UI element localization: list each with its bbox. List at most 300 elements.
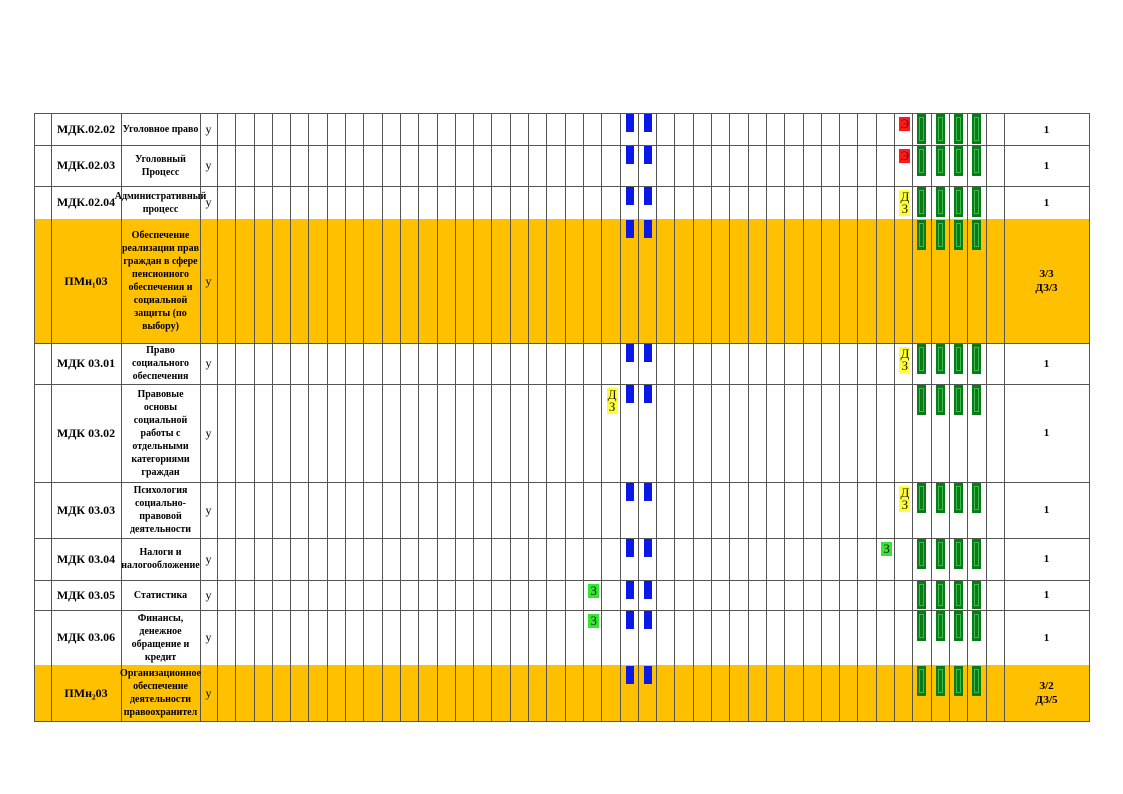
session-bar	[644, 220, 652, 238]
week-cell	[693, 384, 712, 483]
week-cell	[821, 610, 840, 666]
week-cell	[821, 665, 840, 722]
week-cell	[839, 145, 858, 187]
week-cell	[839, 113, 858, 146]
week-cell	[656, 580, 675, 611]
week-cell	[711, 343, 730, 385]
week-cell	[894, 665, 913, 722]
indicator-cell: у	[200, 219, 218, 344]
week-cell	[290, 145, 309, 187]
week-cell	[437, 384, 456, 483]
week-cell	[839, 610, 858, 666]
practice-bar	[972, 611, 981, 641]
week-cell	[675, 384, 694, 483]
practice-bar	[972, 581, 981, 609]
week-cell	[583, 538, 602, 581]
practice-bar	[972, 344, 981, 374]
week-cell	[400, 665, 419, 722]
week-cell	[601, 482, 620, 539]
week-cell	[821, 113, 840, 146]
blank-cell	[34, 219, 52, 344]
practice-bar	[936, 385, 945, 415]
week-cell	[748, 482, 767, 539]
week-cell	[437, 580, 456, 611]
module-name: Обеспечение реализации прав граждан в сфере пенсионного обеспечения и социальной защиты (по выбору)	[121, 219, 201, 344]
indicator-cell: у	[200, 384, 218, 483]
week-cell	[254, 145, 273, 187]
week-cell	[345, 343, 364, 385]
week-cell	[784, 113, 803, 146]
week-cell	[473, 113, 492, 146]
week-cell	[363, 538, 382, 581]
module-name: Административный процесс	[121, 186, 201, 220]
table-row	[34, 113, 1089, 145]
week-cell	[510, 538, 529, 581]
week-cell	[235, 186, 254, 220]
session-bar	[626, 187, 634, 205]
week-cell	[217, 186, 236, 220]
week-cell	[876, 145, 895, 187]
week-cell	[473, 343, 492, 385]
week-cell	[693, 580, 712, 611]
blank-cell	[34, 610, 52, 666]
practice-bar	[954, 483, 963, 513]
week-cell	[254, 219, 273, 344]
week-cell	[656, 538, 675, 581]
week-cell	[675, 610, 694, 666]
week-cell	[272, 538, 291, 581]
indicator-cell: у	[200, 538, 218, 581]
week-cell	[784, 145, 803, 187]
week-cell	[492, 113, 511, 146]
total-cell: З/3 ДЗ/3	[1004, 219, 1090, 344]
week-cell	[766, 482, 785, 539]
week-cell	[382, 113, 401, 146]
week-cell	[675, 665, 694, 722]
week-cell	[235, 538, 254, 581]
week-cell	[363, 145, 382, 187]
week-cell	[986, 482, 1005, 539]
week-cell	[400, 610, 419, 666]
indicator-cell: у	[200, 343, 218, 385]
week-cell	[418, 580, 437, 611]
week-cell	[583, 343, 602, 385]
week-cell	[437, 113, 456, 146]
session-bar	[626, 483, 634, 501]
practice-bar	[936, 666, 945, 696]
module-code: МДК 03.03	[51, 482, 122, 539]
week-cell	[473, 665, 492, 722]
week-cell	[748, 343, 767, 385]
week-cell	[894, 538, 913, 581]
week-cell	[272, 113, 291, 146]
week-cell	[601, 186, 620, 220]
week-cell	[748, 145, 767, 187]
week-cell	[510, 219, 529, 344]
week-cell	[766, 145, 785, 187]
session-bar	[626, 114, 634, 132]
week-cell	[693, 145, 712, 187]
week-cell	[254, 384, 273, 483]
week-cell	[784, 384, 803, 483]
week-cell	[876, 580, 895, 611]
blank-cell	[34, 538, 52, 581]
week-cell	[217, 343, 236, 385]
week-cell	[510, 665, 529, 722]
week-cell	[363, 482, 382, 539]
indicator-cell: у	[200, 580, 218, 611]
week-cell	[510, 580, 529, 611]
week-cell	[327, 665, 346, 722]
week-cell	[546, 538, 565, 581]
week-cell	[272, 665, 291, 722]
week-cell	[254, 580, 273, 611]
week-cell	[510, 145, 529, 187]
practice-bar	[936, 539, 945, 569]
week-cell	[601, 343, 620, 385]
week-cell	[437, 665, 456, 722]
week-cell	[400, 482, 419, 539]
week-cell	[583, 219, 602, 344]
session-bar	[626, 344, 634, 362]
week-cell	[455, 580, 474, 611]
week-cell	[675, 580, 694, 611]
week-cell	[858, 610, 877, 666]
week-cell	[254, 186, 273, 220]
week-cell	[858, 113, 877, 146]
week-cell	[455, 186, 474, 220]
module-code: ПМн₂03	[51, 665, 122, 722]
week-cell	[473, 219, 492, 344]
week-cell	[656, 145, 675, 187]
week-cell	[327, 186, 346, 220]
blank-cell	[34, 186, 52, 220]
week-cell	[565, 482, 584, 539]
table-row	[34, 343, 1089, 384]
week-cell	[894, 219, 913, 344]
week-cell	[382, 665, 401, 722]
week-cell	[876, 186, 895, 220]
week-cell	[455, 384, 474, 483]
week-cell	[986, 610, 1005, 666]
practice-bar	[972, 146, 981, 176]
module-name: Организационное обеспечение деятельности правоохранител	[121, 665, 201, 722]
week-cell	[382, 384, 401, 483]
week-cell	[565, 665, 584, 722]
week-cell	[876, 610, 895, 666]
week-cell	[784, 610, 803, 666]
week-cell	[858, 343, 877, 385]
week-cell	[400, 145, 419, 187]
week-cell	[821, 538, 840, 581]
practice-bar	[954, 385, 963, 415]
module-code: МДК 03.06	[51, 610, 122, 666]
practice-bar	[954, 220, 963, 250]
practice-bar	[954, 611, 963, 641]
module-name: Уголовное право	[121, 113, 201, 146]
practice-bar	[954, 539, 963, 569]
week-cell	[675, 538, 694, 581]
week-cell	[876, 343, 895, 385]
week-cell	[272, 580, 291, 611]
week-cell	[565, 219, 584, 344]
week-cell	[510, 113, 529, 146]
week-cell	[309, 610, 328, 666]
week-cell	[510, 610, 529, 666]
practice-bar	[972, 114, 981, 144]
week-cell	[528, 343, 547, 385]
week-cell	[656, 610, 675, 666]
week-cell	[766, 113, 785, 146]
total-cell: 1	[1004, 343, 1090, 385]
week-cell	[400, 219, 419, 344]
week-cell	[327, 113, 346, 146]
week-cell	[309, 384, 328, 483]
session-bar	[626, 385, 634, 403]
week-cell	[290, 580, 309, 611]
week-cell	[455, 538, 474, 581]
assessment-mark: Э	[900, 148, 910, 163]
week-cell	[858, 145, 877, 187]
assessment-mark: Д З	[900, 189, 910, 216]
practice-bar	[917, 611, 926, 641]
week-cell	[235, 343, 254, 385]
week-cell	[345, 186, 364, 220]
practice-bar	[936, 483, 945, 513]
week-cell	[894, 580, 913, 611]
week-cell	[565, 343, 584, 385]
week-cell	[656, 343, 675, 385]
session-bar	[626, 146, 634, 164]
week-cell	[711, 186, 730, 220]
week-cell	[803, 482, 822, 539]
week-cell	[858, 482, 877, 539]
module-name: Право социального обеспечения	[121, 343, 201, 385]
week-cell	[675, 186, 694, 220]
table-row	[34, 538, 1089, 580]
week-cell	[986, 665, 1005, 722]
week-cell	[858, 580, 877, 611]
assessment-mark: Д З	[900, 485, 910, 512]
week-cell	[656, 113, 675, 146]
module-code: ПМн₁03	[51, 219, 122, 344]
week-cell	[455, 219, 474, 344]
assessment-mark: Д З	[900, 346, 910, 373]
week-cell	[272, 343, 291, 385]
week-cell	[748, 610, 767, 666]
week-cell	[382, 580, 401, 611]
week-cell	[601, 665, 620, 722]
week-cell	[528, 113, 547, 146]
session-bar	[644, 539, 652, 557]
week-cell	[803, 538, 822, 581]
week-cell	[601, 219, 620, 344]
week-cell	[711, 113, 730, 146]
blank-cell	[34, 343, 52, 385]
week-cell	[327, 580, 346, 611]
module-code: МДК 03.01	[51, 343, 122, 385]
practice-bar	[917, 344, 926, 374]
week-cell	[546, 219, 565, 344]
week-cell	[345, 482, 364, 539]
session-bar	[644, 581, 652, 599]
week-cell	[693, 113, 712, 146]
week-cell	[528, 665, 547, 722]
week-cell	[839, 580, 858, 611]
week-cell	[858, 186, 877, 220]
week-cell	[290, 384, 309, 483]
week-cell	[363, 665, 382, 722]
week-cell	[729, 384, 748, 483]
week-cell	[784, 482, 803, 539]
practice-bar	[936, 581, 945, 609]
practice-bar	[917, 539, 926, 569]
week-cell	[583, 384, 602, 483]
table-row	[34, 384, 1089, 482]
week-cell	[437, 538, 456, 581]
week-cell	[766, 219, 785, 344]
week-cell	[418, 343, 437, 385]
practice-bar	[972, 187, 981, 217]
session-bar	[626, 220, 634, 238]
week-cell	[729, 145, 748, 187]
week-cell	[217, 113, 236, 146]
week-cell	[217, 610, 236, 666]
week-cell	[309, 186, 328, 220]
week-cell	[729, 580, 748, 611]
week-cell	[894, 384, 913, 483]
week-cell	[876, 482, 895, 539]
week-cell	[400, 113, 419, 146]
indicator-cell: у	[200, 665, 218, 722]
week-cell	[363, 186, 382, 220]
session-bar	[626, 611, 634, 629]
week-cell	[492, 343, 511, 385]
week-cell	[766, 580, 785, 611]
week-cell	[290, 113, 309, 146]
week-cell	[748, 384, 767, 483]
week-cell	[784, 665, 803, 722]
week-cell	[327, 145, 346, 187]
week-cell	[455, 145, 474, 187]
week-cell	[418, 219, 437, 344]
week-cell	[510, 482, 529, 539]
week-cell	[327, 343, 346, 385]
week-cell	[711, 538, 730, 581]
week-cell	[492, 538, 511, 581]
week-cell	[437, 186, 456, 220]
week-cell	[382, 219, 401, 344]
week-cell	[986, 219, 1005, 344]
week-cell	[455, 482, 474, 539]
week-cell	[492, 580, 511, 611]
week-cell	[473, 580, 492, 611]
week-cell	[546, 610, 565, 666]
blank-cell	[34, 384, 52, 483]
week-cell	[601, 145, 620, 187]
practice-bar	[917, 581, 926, 609]
week-cell	[363, 219, 382, 344]
week-cell	[217, 482, 236, 539]
week-cell	[546, 343, 565, 385]
week-cell	[309, 538, 328, 581]
week-cell	[784, 219, 803, 344]
week-cell	[711, 482, 730, 539]
week-cell	[363, 113, 382, 146]
week-cell	[382, 482, 401, 539]
week-cell	[327, 610, 346, 666]
week-cell	[711, 219, 730, 344]
week-cell	[711, 384, 730, 483]
week-cell	[345, 219, 364, 344]
week-cell	[565, 113, 584, 146]
week-cell	[272, 186, 291, 220]
week-cell	[528, 580, 547, 611]
week-cell	[382, 186, 401, 220]
indicator-cell: у	[200, 186, 218, 220]
week-cell	[235, 145, 254, 187]
module-code: МДК 03.02	[51, 384, 122, 483]
week-cell	[217, 145, 236, 187]
practice-bar	[917, 483, 926, 513]
week-cell	[309, 580, 328, 611]
week-cell	[363, 610, 382, 666]
week-cell	[345, 610, 364, 666]
week-cell	[821, 186, 840, 220]
practice-bar	[954, 581, 963, 609]
week-cell	[437, 482, 456, 539]
module-code: МДК.02.02	[51, 113, 122, 146]
week-cell	[528, 186, 547, 220]
practice-bar	[954, 187, 963, 217]
blank-cell	[34, 665, 52, 722]
week-cell	[418, 186, 437, 220]
week-cell	[675, 145, 694, 187]
week-cell	[290, 538, 309, 581]
practice-bar	[936, 187, 945, 217]
week-cell	[729, 538, 748, 581]
week-cell	[528, 610, 547, 666]
week-cell	[583, 665, 602, 722]
week-cell	[400, 580, 419, 611]
practice-bar	[954, 146, 963, 176]
week-cell	[363, 384, 382, 483]
week-cell	[986, 538, 1005, 581]
week-cell	[217, 580, 236, 611]
week-cell	[693, 482, 712, 539]
practice-bar	[972, 220, 981, 250]
week-cell	[693, 665, 712, 722]
week-cell	[546, 113, 565, 146]
week-cell	[473, 384, 492, 483]
week-cell	[656, 384, 675, 483]
module-code: МДК 03.05	[51, 580, 122, 611]
week-cell	[656, 186, 675, 220]
week-cell	[437, 145, 456, 187]
week-cell	[290, 343, 309, 385]
practice-bar	[936, 114, 945, 144]
week-cell	[748, 186, 767, 220]
week-cell	[382, 343, 401, 385]
practice-bar	[936, 220, 945, 250]
week-cell	[217, 538, 236, 581]
session-bar	[644, 114, 652, 132]
week-cell	[235, 384, 254, 483]
practice-bar	[936, 146, 945, 176]
total-cell: 1	[1004, 610, 1090, 666]
week-cell	[784, 538, 803, 581]
week-cell	[986, 580, 1005, 611]
